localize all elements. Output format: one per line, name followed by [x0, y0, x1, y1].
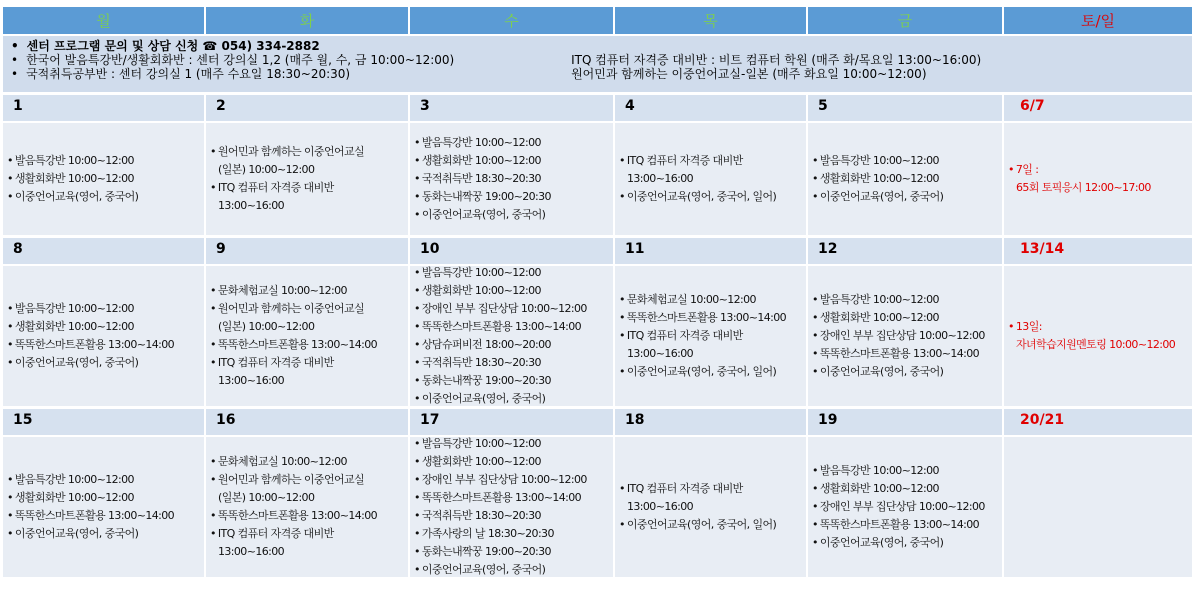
schedule-item-line [414, 453, 611, 471]
bullet: • [210, 473, 216, 486]
schedule-item-line [619, 363, 804, 381]
info-itq-class: ITQ 컴퓨터 자격증 대비반 : 비트 컴퓨터 학원 (매주 화/목요일 13:00~16:00) [571, 53, 982, 67]
schedule-item-line [812, 188, 1000, 206]
date-number: 17 [410, 409, 615, 435]
schedule-item-text: 발음특강반 10:00~12:00 [819, 154, 939, 167]
bullet: • [619, 311, 625, 324]
schedule-item-text: 생활회화반 10:00~12:00 [14, 491, 134, 504]
calendar-weeks [3, 95, 1192, 577]
bullet: • [619, 293, 625, 306]
bullet: • [414, 302, 420, 315]
day-cell [410, 266, 615, 406]
schedule-item-line [414, 372, 611, 390]
schedule-item-line [414, 437, 611, 453]
bullet: • [210, 284, 216, 297]
schedule-item-text: 생활회화반 10:00~12:00 [421, 154, 541, 167]
schedule-item-line [812, 170, 1000, 188]
info-korean-class: 한국어 발음특강반/생활회화반 : 센터 강의실 1,2 (매주 월, 수, 금 10:00~12:00) [26, 53, 455, 67]
day-cell [206, 123, 410, 235]
info-citizenship-class: 국적취득공부반 : 센터 강의실 1 (매주 수요일 18:30~20:30) [26, 67, 351, 81]
bullet: • [414, 374, 420, 387]
schedule-item-line [812, 363, 1000, 381]
bullet: • [1008, 163, 1014, 176]
date-number: 2 [206, 95, 410, 121]
schedule-item-text: 이중언어교육(영어, 중국어, 일어) [626, 365, 777, 378]
date-number: 6/7 [1004, 95, 1192, 121]
schedule-item-line [7, 489, 202, 507]
schedule-item-line [7, 188, 202, 206]
schedule-item-line [619, 188, 804, 206]
info-line-3 [11, 67, 1184, 81]
bullet: • [414, 545, 420, 558]
calendar [3, 7, 1192, 577]
schedule-item-text: 국적취득반 18:30~20:30 [421, 172, 541, 185]
date-number-row [3, 238, 1192, 264]
weekday-header: 월 [3, 7, 206, 34]
schedule-item-text: 똑똑한스마트폰활용 13:00~14:00 [217, 509, 378, 522]
schedule-item-line [812, 480, 1000, 498]
schedule-item-text: 이중언어교육(영어, 중국어, 일어) [626, 190, 777, 203]
bullet: • [414, 455, 420, 468]
schedule-item-line [812, 462, 1000, 480]
schedule-item-text: 상담슈퍼비전 18:00~20:00 [421, 338, 551, 351]
schedule-item-line [7, 507, 202, 525]
schedule-item-text: 발음특강반 10:00~12:00 [819, 293, 939, 306]
schedule-item-text: 똑똑한스마트폰활용 13:00~14:00 [819, 347, 980, 360]
schedule-item-text: 똑똑한스마트폰활용 13:00~14:00 [14, 509, 175, 522]
bullet: • [11, 53, 19, 67]
date-number: 11 [615, 238, 808, 264]
schedule-item-text: 13:00~16:00 [218, 545, 285, 558]
schedule-item-text: 13:00~16:00 [218, 199, 285, 212]
schedule-item-text: 생활회화반 10:00~12:00 [14, 172, 134, 185]
bullet: • [414, 190, 420, 203]
schedule-item-text: 생활회화반 10:00~12:00 [421, 455, 541, 468]
schedule-item-text: 이중언어교육(영어, 중국어) [421, 392, 546, 405]
day-cell [615, 123, 808, 235]
day-cell [206, 266, 410, 406]
schedule-item-line [210, 489, 406, 507]
schedule-item-line [414, 390, 611, 406]
bullet: • [11, 39, 19, 53]
bullet: • [7, 338, 13, 351]
schedule-item-text: 자녀학습지원멘토링 10:00~12:00 [1016, 338, 1176, 351]
weekday-header: 목 [615, 7, 808, 34]
schedule-item-text: 문화체험교실 10:00~12:00 [626, 293, 756, 306]
day-cell [410, 437, 615, 577]
bullet: • [414, 338, 420, 351]
schedule-item-text: 13:00~16:00 [218, 374, 285, 387]
schedule-item-line [619, 291, 804, 309]
schedule-item-text: 발음특강반 10:00~12:00 [421, 266, 541, 279]
bullet: • [414, 136, 420, 149]
bullet: • [210, 527, 216, 540]
schedule-item-line [414, 471, 611, 489]
schedule-item-text: 원어민과 함께하는 이중언어교실 [217, 145, 365, 158]
bullet: • [11, 67, 19, 81]
date-number: 12 [808, 238, 1004, 264]
bullet: • [210, 145, 216, 158]
schedule-item-text: 똑똑한스마트폰활용 13:00~14:00 [626, 311, 787, 324]
date-number: 4 [615, 95, 808, 121]
day-cell [1004, 123, 1192, 235]
schedule-item-text: ITQ 컴퓨터 자격증 대비반 [217, 356, 334, 369]
schedule-item-line [7, 336, 202, 354]
bullet: • [7, 302, 13, 315]
info-line-contact [11, 39, 1184, 53]
schedule-item-text: 똑똑한스마트폰활용 13:00~14:00 [421, 491, 582, 504]
schedule-item-line [414, 507, 611, 525]
bullet: • [210, 356, 216, 369]
schedule-item-text: 이중언어교육(영어, 중국어) [421, 563, 546, 576]
schedule-item-text: 원어민과 함께하는 이중언어교실 [217, 302, 365, 315]
bullet: • [7, 172, 13, 185]
schedule-item-text: 이중언어교육(영어, 중국어) [14, 190, 139, 203]
bullet: • [7, 320, 13, 333]
bullet: • [414, 509, 420, 522]
day-cell [615, 437, 808, 577]
date-number: 10 [410, 238, 615, 264]
day-cell [808, 266, 1004, 406]
bullet: • [812, 154, 818, 167]
schedule-item-text: 65회 토픽응시 12:00~17:00 [1016, 181, 1151, 194]
schedule-item-text: 장애인 부부 집단상담 10:00~12:00 [421, 302, 587, 315]
date-number: 13/14 [1004, 238, 1192, 264]
schedule-item-line [812, 345, 1000, 363]
bullet: • [812, 329, 818, 342]
bullet: • [619, 482, 625, 495]
schedule-item-text: (일본) 10:00~12:00 [218, 163, 315, 176]
schedule-item-line [414, 318, 611, 336]
date-number: 18 [615, 409, 808, 435]
schedule-item-line [619, 516, 804, 534]
calendar-week [3, 409, 1192, 577]
bullet: • [812, 482, 818, 495]
bullet: • [414, 491, 420, 504]
bullet: • [414, 437, 420, 450]
schedule-item-text: 장애인 부부 집단상담 10:00~12:00 [819, 329, 985, 342]
schedule-item-line [812, 309, 1000, 327]
day-cell-row [3, 266, 1192, 406]
schedule-item-line [210, 354, 406, 372]
bullet: • [619, 190, 625, 203]
date-number: 1 [3, 95, 206, 121]
schedule-item-line [619, 309, 804, 327]
info-bilingual-class: 원어민과 함께하는 이중언어교실-일본 (매주 화요일 10:00~12:00) [571, 67, 927, 81]
schedule-item-line [210, 300, 406, 318]
schedule-item-line [414, 206, 611, 224]
schedule-item-text: 생활회화반 10:00~12:00 [819, 311, 939, 324]
schedule-item-line [414, 525, 611, 543]
info-contact-text: 센터 프로그램 문의 및 상담 신청 ☎ 054) 334-2882 [26, 39, 320, 53]
bullet: • [812, 172, 818, 185]
bullet: • [619, 365, 625, 378]
schedule-item-text: 문화체험교실 10:00~12:00 [217, 284, 347, 297]
schedule-item-text: 장애인 부부 집단상담 10:00~12:00 [421, 473, 587, 486]
schedule-item-line [210, 507, 406, 525]
weekday-header: 화 [206, 7, 410, 34]
schedule-item-text: 생활회화반 10:00~12:00 [14, 320, 134, 333]
schedule-item-text: 생활회화반 10:00~12:00 [819, 482, 939, 495]
schedule-item-line [414, 336, 611, 354]
schedule-item-text: 국적취득반 18:30~20:30 [421, 509, 541, 522]
schedule-item-text: (일본) 10:00~12:00 [218, 491, 315, 504]
schedule-item-text: 이중언어교육(영어, 중국어) [421, 208, 546, 221]
bullet: • [414, 563, 420, 576]
schedule-item-text: 이중언어교육(영어, 중국어) [14, 527, 139, 540]
weekday-header: 토/일 [1004, 7, 1192, 34]
schedule-item-line [210, 453, 406, 471]
schedule-item-line [7, 170, 202, 188]
bullet: • [210, 302, 216, 315]
day-cell [808, 437, 1004, 577]
schedule-item-line [210, 372, 406, 390]
schedule-item-line [414, 170, 611, 188]
day-cell [410, 123, 615, 235]
schedule-item-line [812, 152, 1000, 170]
schedule-item-line [414, 152, 611, 170]
schedule-item-line [812, 327, 1000, 345]
schedule-item-line [619, 327, 804, 345]
schedule-item-text: 발음특강반 10:00~12:00 [14, 473, 134, 486]
schedule-item-text: ITQ 컴퓨터 자격증 대비반 [626, 482, 743, 495]
bullet: • [7, 356, 13, 369]
bullet: • [414, 266, 420, 279]
schedule-item-text: 발음특강반 10:00~12:00 [14, 154, 134, 167]
schedule-item-text: 이중언어교육(영어, 중국어) [819, 190, 944, 203]
bullet: • [210, 509, 216, 522]
schedule-item-text: 똑똑한스마트폰활용 13:00~14:00 [14, 338, 175, 351]
date-number: 8 [3, 238, 206, 264]
schedule-item-line [812, 534, 1000, 552]
day-cell [808, 123, 1004, 235]
date-number: 19 [808, 409, 1004, 435]
day-cell [3, 437, 206, 577]
schedule-item-text: 똑똑한스마트폰활용 13:00~14:00 [421, 320, 582, 333]
bullet: • [619, 154, 625, 167]
schedule-item-text: 발음특강반 10:00~12:00 [421, 136, 541, 149]
schedule-item-line [210, 471, 406, 489]
date-number: 20/21 [1004, 409, 1192, 435]
schedule-item-line [7, 354, 202, 372]
schedule-item-text: 13:00~16:00 [627, 347, 694, 360]
schedule-item-line [210, 318, 406, 336]
schedule-item-line [210, 525, 406, 543]
bullet: • [812, 464, 818, 477]
schedule-item-text: 이중언어교육(영어, 중국어, 일어) [626, 518, 777, 531]
schedule-item-text: 국적취득반 18:30~20:30 [421, 356, 541, 369]
schedule-item-line [414, 561, 611, 577]
bullet: • [1008, 320, 1014, 333]
schedule-item-line [414, 134, 611, 152]
date-number: 5 [808, 95, 1004, 121]
schedule-item-line [7, 300, 202, 318]
bullet: • [210, 181, 216, 194]
schedule-item-text: 원어민과 함께하는 이중언어교실 [217, 473, 365, 486]
day-cell-row [3, 437, 1192, 577]
bullet: • [7, 190, 13, 203]
schedule-item-text: 동화는내짝꿍 19:00~20:30 [421, 190, 551, 203]
schedule-item-text: 발음특강반 10:00~12:00 [819, 464, 939, 477]
schedule-item-line [210, 143, 406, 161]
bullet: • [414, 527, 420, 540]
schedule-item-line [210, 197, 406, 215]
schedule-item-line [414, 489, 611, 507]
bullet: • [414, 172, 420, 185]
day-cell [615, 266, 808, 406]
bullet: • [414, 284, 420, 297]
schedule-item-line [210, 543, 406, 561]
date-number-row [3, 95, 1192, 121]
bullet: • [414, 320, 420, 333]
schedule-item-text: 7일 : [1015, 163, 1039, 176]
schedule-item-line [414, 300, 611, 318]
schedule-item-line [7, 318, 202, 336]
date-number: 15 [3, 409, 206, 435]
schedule-item-text: 발음특강반 10:00~12:00 [421, 437, 541, 450]
schedule-item-line [414, 282, 611, 300]
bullet: • [414, 392, 420, 405]
schedule-item-line [812, 498, 1000, 516]
bullet: • [414, 154, 420, 167]
bullet: • [414, 208, 420, 221]
schedule-item-text: 13:00~16:00 [627, 500, 694, 513]
schedule-item-line [1008, 336, 1190, 354]
date-number: 3 [410, 95, 615, 121]
schedule-item-text: (일본) 10:00~12:00 [218, 320, 315, 333]
bullet: • [619, 518, 625, 531]
schedule-item-line [812, 516, 1000, 534]
bullet: • [7, 154, 13, 167]
schedule-item-text: 똑똑한스마트폰활용 13:00~14:00 [217, 338, 378, 351]
date-number: 16 [206, 409, 410, 435]
schedule-item-line [1008, 179, 1190, 197]
day-cell [1004, 437, 1192, 577]
weekday-header: 수 [410, 7, 615, 34]
bullet: • [210, 455, 216, 468]
schedule-item-line [619, 152, 804, 170]
schedule-item-line [210, 336, 406, 354]
date-number: 9 [206, 238, 410, 264]
schedule-item-text: 문화체험교실 10:00~12:00 [217, 455, 347, 468]
bullet: • [619, 329, 625, 342]
calendar-week [3, 238, 1192, 406]
schedule-item-line [414, 188, 611, 206]
schedule-item-line [7, 152, 202, 170]
schedule-item-text: ITQ 컴퓨터 자격증 대비반 [217, 181, 334, 194]
schedule-item-line [210, 282, 406, 300]
bullet: • [812, 365, 818, 378]
schedule-item-text: 가족사랑의 날 18:30~20:30 [421, 527, 554, 540]
schedule-item-line [812, 291, 1000, 309]
schedule-item-text: 발음특강반 10:00~12:00 [14, 302, 134, 315]
bullet: • [812, 293, 818, 306]
day-cell [3, 266, 206, 406]
date-number-row [3, 409, 1192, 435]
schedule-item-text: 이중언어교육(영어, 중국어) [819, 365, 944, 378]
schedule-item-text: 장애인 부부 집단상담 10:00~12:00 [819, 500, 985, 513]
schedule-item-line [7, 525, 202, 543]
bullet: • [414, 356, 420, 369]
schedule-item-line [619, 170, 804, 188]
schedule-item-line [619, 480, 804, 498]
schedule-item-line [1008, 161, 1190, 179]
schedule-item-text: 똑똑한스마트폰활용 13:00~14:00 [819, 518, 980, 531]
weekday-header-row [3, 7, 1192, 34]
bullet: • [812, 311, 818, 324]
bullet: • [812, 347, 818, 360]
bullet: • [812, 518, 818, 531]
schedule-item-text: 이중언어교육(영어, 중국어) [14, 356, 139, 369]
bullet: • [812, 190, 818, 203]
schedule-item-line [210, 161, 406, 179]
schedule-item-text: 동화는내짝꿍 19:00~20:30 [421, 545, 551, 558]
schedule-item-line [7, 471, 202, 489]
schedule-item-text: 생활회화반 10:00~12:00 [819, 172, 939, 185]
program-info-box [3, 36, 1192, 92]
schedule-item-text: 생활회화반 10:00~12:00 [421, 284, 541, 297]
weekday-header: 금 [808, 7, 1004, 34]
schedule-item-text: 동화는내짝꿍 19:00~20:30 [421, 374, 551, 387]
info-line-2 [11, 53, 1184, 67]
bullet: • [812, 500, 818, 513]
schedule-item-text: 13일: [1015, 320, 1042, 333]
schedule-item-text: 13:00~16:00 [627, 172, 694, 185]
schedule-item-line [414, 266, 611, 282]
schedule-item-line [1008, 318, 1190, 336]
schedule-item-line [619, 345, 804, 363]
day-cell-row [3, 123, 1192, 235]
schedule-item-line [619, 498, 804, 516]
bullet: • [414, 473, 420, 486]
calendar-week [3, 95, 1192, 235]
schedule-item-line [414, 543, 611, 561]
schedule-item-text: ITQ 컴퓨터 자격증 대비반 [626, 154, 743, 167]
schedule-item-text: ITQ 컴퓨터 자격증 대비반 [217, 527, 334, 540]
bullet: • [7, 473, 13, 486]
bullet: • [7, 491, 13, 504]
bullet: • [7, 509, 13, 522]
day-cell [1004, 266, 1192, 406]
bullet: • [210, 338, 216, 351]
bullet: • [812, 536, 818, 549]
day-cell [206, 437, 410, 577]
schedule-item-line [414, 354, 611, 372]
bullet: • [7, 527, 13, 540]
schedule-item-text: 이중언어교육(영어, 중국어) [819, 536, 944, 549]
schedule-item-line [210, 179, 406, 197]
schedule-item-text: ITQ 컴퓨터 자격증 대비반 [626, 329, 743, 342]
day-cell [3, 123, 206, 235]
